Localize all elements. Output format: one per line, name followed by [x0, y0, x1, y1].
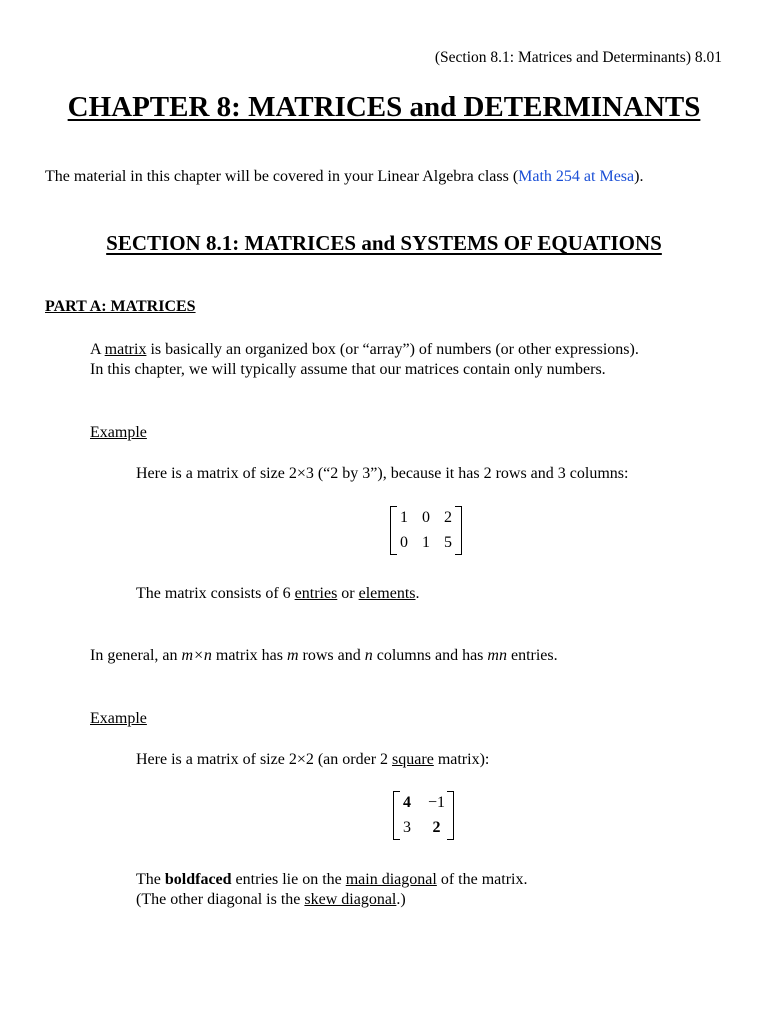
- matrix-entry-diagonal: 4: [403, 794, 411, 811]
- diag2-pre: (The other diagonal is the: [136, 891, 305, 908]
- chapter-title: [0, 90, 768, 124]
- intro-text-after: ).: [634, 168, 644, 185]
- general-p1: In general, an: [90, 647, 182, 664]
- general-p2: matrix has: [211, 647, 287, 664]
- general-p3: rows and: [298, 647, 365, 664]
- general-p5: entries.: [506, 647, 558, 664]
- var-n: n: [364, 647, 373, 664]
- diag2-post: .): [396, 891, 406, 908]
- left-bracket: [393, 791, 400, 840]
- running-header: (Section 8.1: Matrices and Determinants) 8.01: [434, 49, 722, 66]
- entries-pre: The matrix consists of 6: [136, 585, 295, 602]
- entries-post: .: [415, 585, 420, 602]
- term-matrix: matrix: [104, 341, 147, 358]
- term-entries: entries: [294, 585, 338, 602]
- general-sentence: [90, 646, 558, 666]
- matrix-entry: 1: [422, 534, 430, 551]
- matrix-definition-line-2: In this chapter, we will typically assume that our matrices contain only numbers.: [90, 361, 606, 378]
- term-elements: elements: [358, 585, 416, 602]
- example-1-label: Example: [90, 424, 147, 441]
- var-mn: mn: [487, 647, 507, 664]
- section-title-text: SECTION 8.1: MATRICES and SYSTEMS OF EQUATIONS: [106, 231, 662, 255]
- diag1-post: of the matrix.: [436, 871, 528, 888]
- m-times-n: m×n: [181, 647, 212, 664]
- part-a-title: PART A: MATRICES: [45, 298, 196, 315]
- chapter-title-text: CHAPTER 8: MATRICES and DETERMINANTS: [67, 91, 701, 123]
- example-2-label: Example: [90, 710, 147, 727]
- matrix-entry: −1: [428, 794, 446, 811]
- matrix-entry: 0: [422, 509, 430, 526]
- entries-mid: or: [337, 585, 359, 602]
- matrix-entry: 1: [400, 509, 408, 526]
- matrix-entry: 2: [444, 509, 452, 526]
- diag1-mid: entries lie on the: [231, 871, 346, 888]
- matrix-definition-line-1: [90, 340, 639, 360]
- diagonal-sentence-2: [136, 890, 406, 910]
- diag1-pre: The: [136, 871, 165, 888]
- left-bracket: [390, 506, 397, 555]
- diagonal-sentence-1: [136, 870, 527, 890]
- example-2-text: [136, 750, 489, 770]
- ex2-post: matrix):: [433, 751, 490, 768]
- math-254-link[interactable]: Math 254 at Mesa: [518, 168, 635, 185]
- part-a-heading: [45, 297, 196, 317]
- term-skew-diagonal: skew diagonal: [304, 891, 397, 908]
- example-1-matrix: [390, 506, 462, 561]
- term-square: square: [392, 751, 434, 768]
- var-m: m: [286, 647, 299, 664]
- entries-sentence: [136, 584, 420, 604]
- right-bracket: [455, 506, 462, 555]
- def-pre: A: [90, 341, 105, 358]
- matrix-entry: 0: [400, 534, 408, 551]
- term-boldfaced: boldfaced: [164, 871, 232, 888]
- intro-paragraph: [45, 167, 643, 187]
- section-title: [0, 230, 768, 256]
- matrix-entry: 3: [403, 819, 411, 836]
- matrix-entry: 5: [444, 534, 452, 551]
- intro-text-before: The material in this chapter will be covered in your Linear Algebra class (: [45, 168, 519, 185]
- def-post: is basically an organized box (or “array”) of numbers (or other expressions).: [146, 341, 639, 358]
- ex2-pre: Here is a matrix of size 2×2 (an order 2: [136, 751, 393, 768]
- example-1-text: Here is a matrix of size 2×3 (“2 by 3”), because it has 2 rows and 3 columns:: [136, 465, 629, 482]
- example-2-matrix: [393, 791, 454, 846]
- matrix-entry-diagonal: 2: [432, 819, 441, 836]
- right-bracket: [447, 791, 454, 840]
- general-p4: columns and has: [372, 647, 488, 664]
- term-main-diagonal: main diagonal: [345, 871, 437, 888]
